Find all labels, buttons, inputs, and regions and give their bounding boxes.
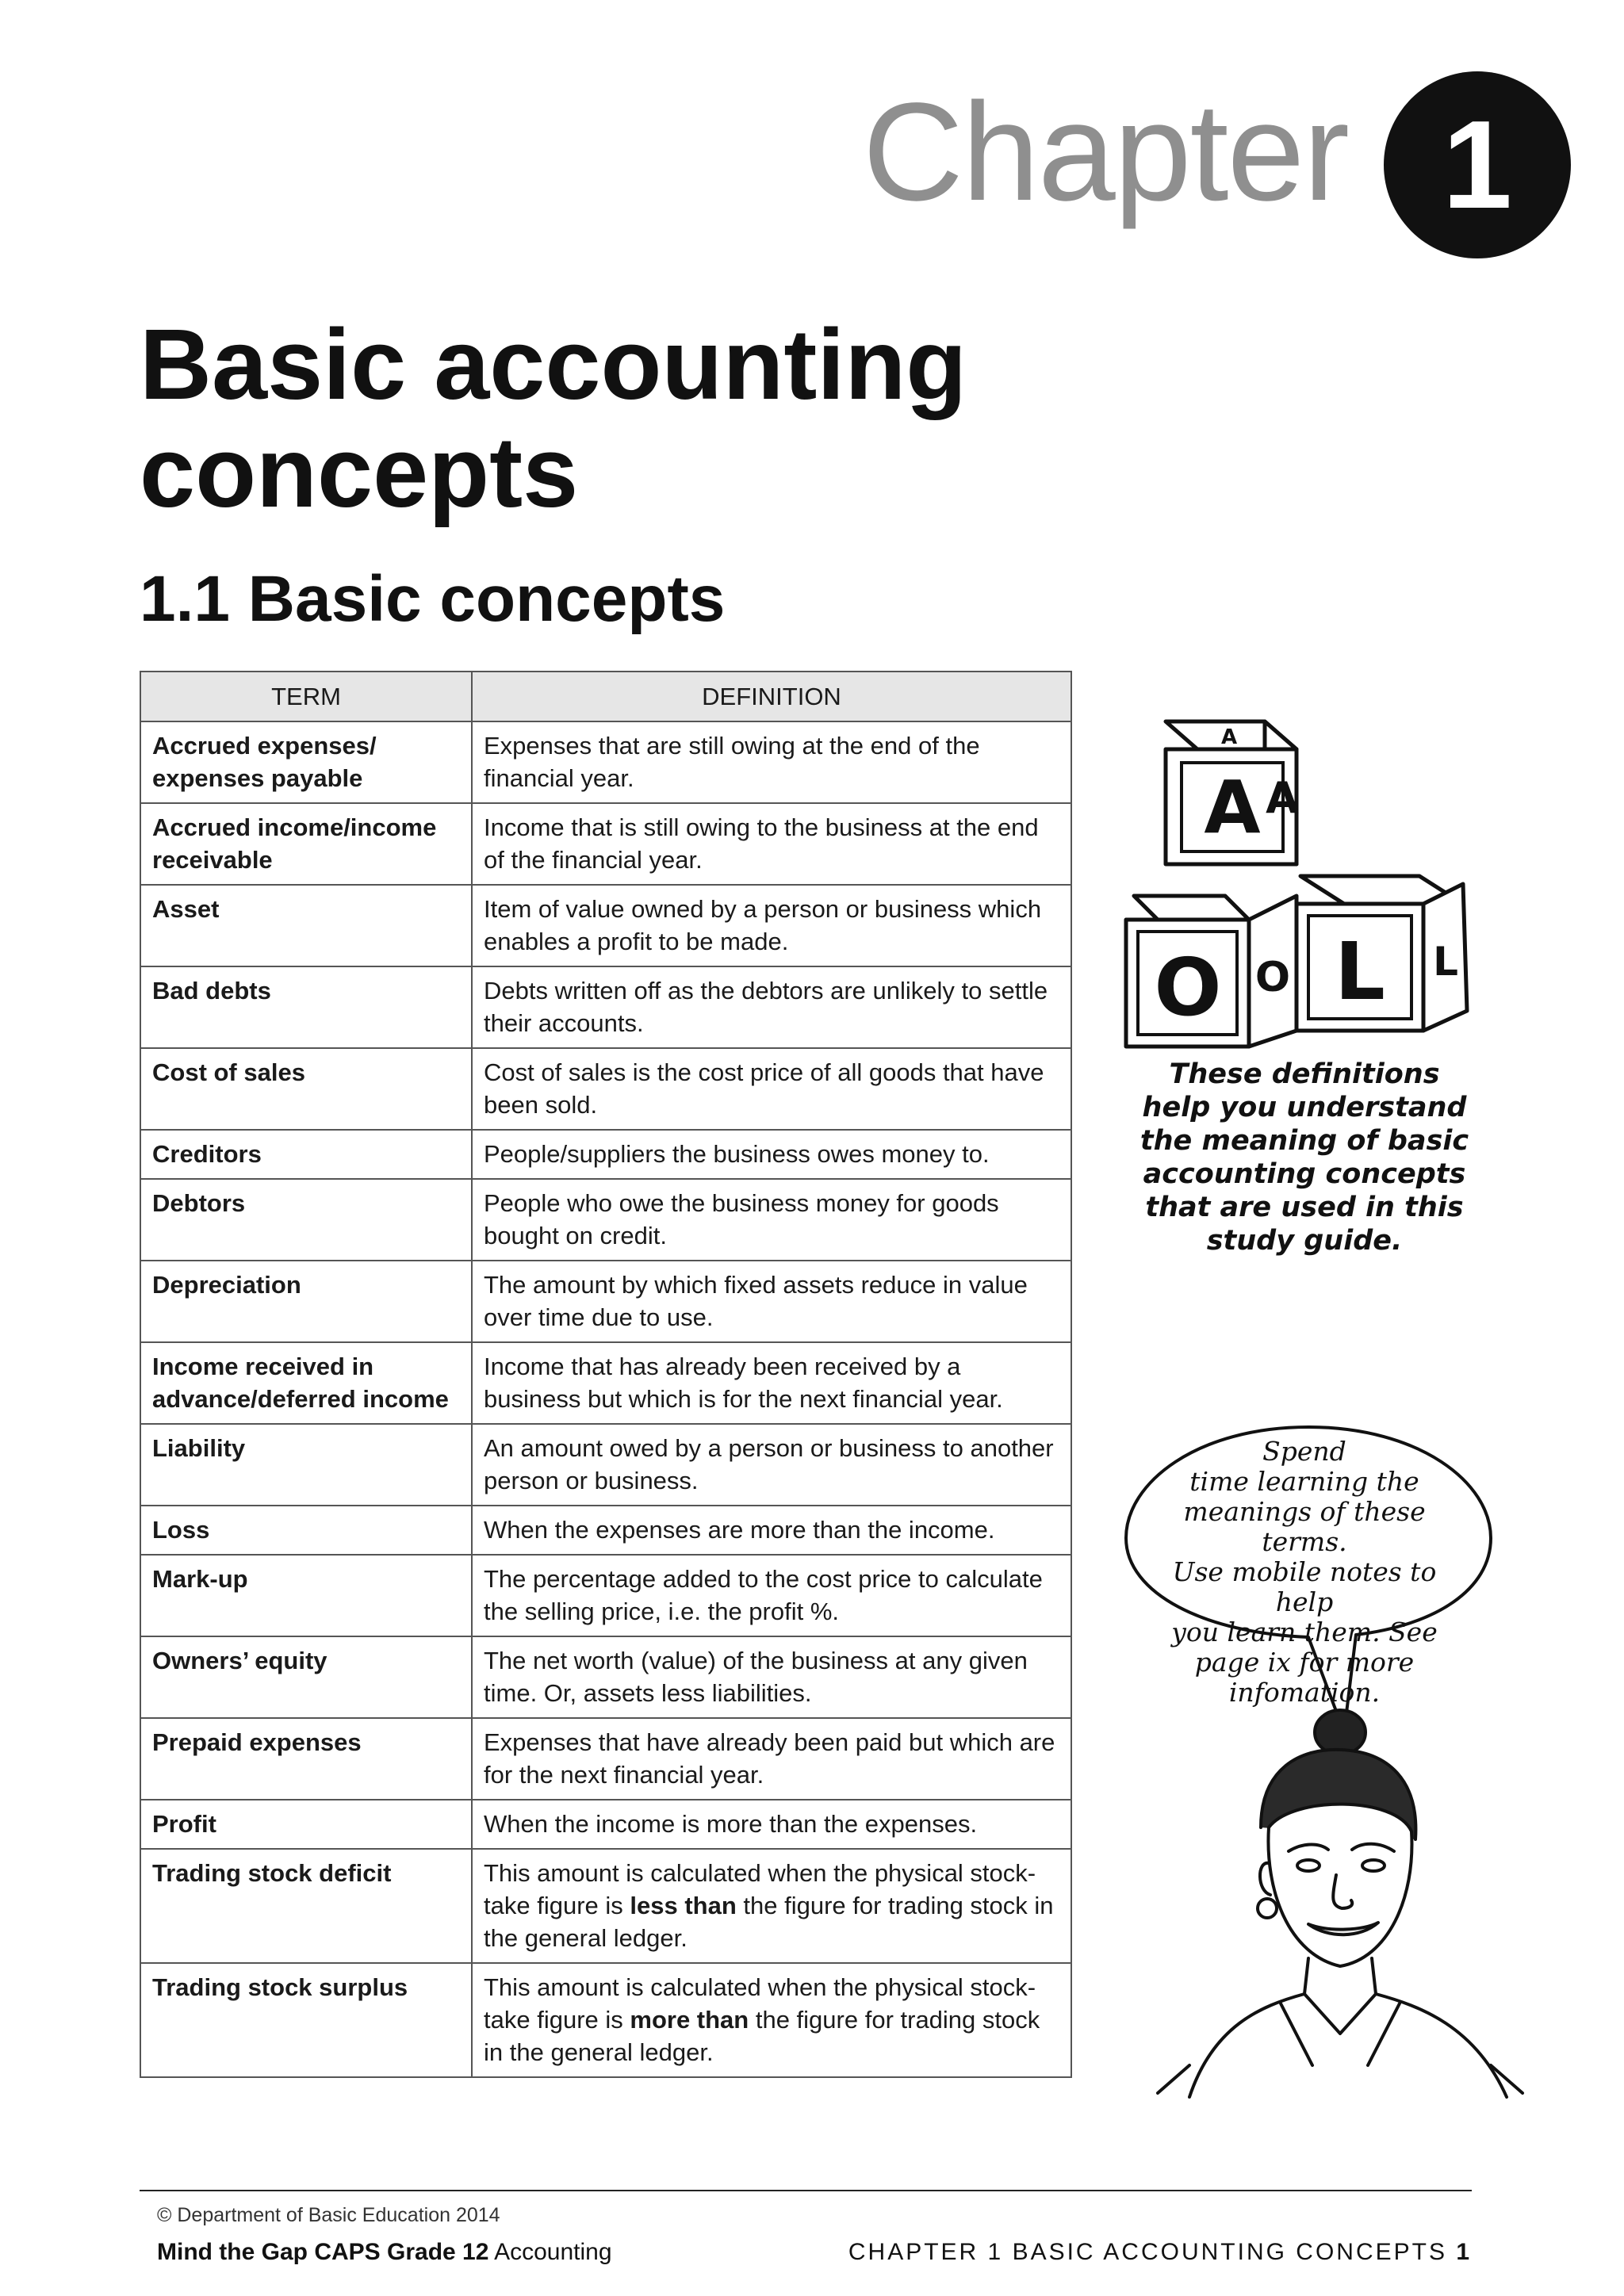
definition-cell (472, 803, 1071, 885)
definition-cell (472, 1506, 1071, 1555)
table-row (140, 1555, 1071, 1636)
chapter-number-badge: 1 (1384, 71, 1571, 258)
footer-series-subject: Accounting (494, 2239, 612, 2265)
footer-series-title (157, 2237, 612, 2267)
definition-cell (472, 1849, 1071, 1963)
definition-text: Expenses that have already been paid but which are for the next financial year. (484, 1728, 1055, 1789)
term-cell: Liability (140, 1424, 472, 1506)
term-cell: Trading stock surplus (140, 1963, 472, 2077)
term-cell: Asset (140, 885, 472, 966)
definition-text: the figure for trading stock in the general ledger. (484, 1892, 1054, 1952)
definition-emphasis: more than (630, 2006, 749, 2034)
definition-text: The percentage added to the cost price to calculate the selling price, i.e. the profit %. (484, 1565, 1043, 1625)
definition-text: This amount is calculated when the physical stock-take figure is (484, 1973, 1036, 2034)
blocks-caption: These definitions help you understand the meaning of basic accounting concepts that are used in this study guide. (1139, 1058, 1469, 1257)
definition-cell (472, 1130, 1071, 1179)
term-cell: Owners’ equity (140, 1636, 472, 1718)
speech-bubble-line: Spend (1262, 1436, 1346, 1467)
table-row (140, 1506, 1071, 1555)
term-cell: Cost of sales (140, 1048, 472, 1130)
section-title: 1.1 Basic concepts (140, 563, 726, 635)
footer-series-prefix: Mind the Gap CAPS Grade 12 (157, 2239, 489, 2265)
table-row (140, 1718, 1071, 1800)
definition-cell (472, 1261, 1071, 1342)
concepts-table (140, 671, 1072, 2078)
block-letter: A (1266, 773, 1299, 823)
block-letter: O (1254, 954, 1291, 1001)
definition-text: The amount by which fixed assets reduce in value over time due to use. (484, 1271, 1028, 1331)
table-row (140, 1849, 1071, 1963)
block-letter: L (1335, 925, 1385, 1018)
definition-cell (472, 885, 1071, 966)
term-cell: Prepaid expenses (140, 1718, 472, 1800)
block-letter: A (1204, 765, 1261, 850)
definition-text: the figure for trading stock in the general ledger. (484, 2006, 1040, 2066)
definition-cell (472, 1048, 1071, 1130)
definition-text: An amount owed by a person or business to another person or business. (484, 1434, 1054, 1494)
term-cell: Trading stock deficit (140, 1849, 472, 1963)
speech-bubble-line: page ix for more (1194, 1647, 1415, 1678)
page-number: 1 (1456, 2239, 1472, 2265)
speech-bubble-line: Use mobile notes to help (1172, 1556, 1437, 1617)
block-letter: A (1220, 725, 1238, 749)
definition-cell (472, 1718, 1071, 1800)
table-row (140, 1048, 1071, 1130)
table-row (140, 885, 1071, 966)
definition-cell (472, 1800, 1071, 1849)
term-cell: Income received in advance/deferred income (140, 1342, 472, 1424)
table-row (140, 1179, 1071, 1261)
table-row (140, 966, 1071, 1048)
definition-cell (472, 1424, 1071, 1506)
footer-chapter-label: CHAPTER 1 BASIC ACCOUNTING CONCEPTS (848, 2239, 1447, 2265)
term-cell: Loss (140, 1506, 472, 1555)
student-illustration (1142, 1693, 1530, 2105)
table-row (140, 1636, 1071, 1718)
block-letter: L (1433, 939, 1458, 985)
speech-bubble-line: infomation. (1228, 1677, 1381, 1708)
speech-bubble-line: you learn them. See (1171, 1617, 1438, 1647)
page-title: Basic accounting concepts (140, 308, 967, 528)
term-cell: Debtors (140, 1179, 472, 1261)
block-letter: O (1154, 941, 1222, 1034)
definition-text: Debts written off as the debtors are unlikely to settle their accounts. (484, 977, 1048, 1037)
definition-text: When the expenses are more than the income. (484, 1516, 995, 1544)
definition-text: Expenses that are still owing at the end of the financial year. (484, 732, 980, 792)
definition-cell (472, 1963, 1071, 2077)
definition-text: When the income is more than the expenses. (484, 1810, 978, 1838)
definition-column-header: DEFINITION (472, 672, 1071, 721)
table-row (140, 1963, 1071, 2077)
table-row (140, 1130, 1071, 1179)
footer-chapter-reference (848, 2237, 1472, 2267)
definition-cell (472, 1342, 1071, 1424)
table-header-row (140, 672, 1071, 721)
speech-bubble-text (1142, 1437, 1467, 1708)
table-row (140, 1342, 1071, 1424)
definition-emphasis: less than (630, 1892, 737, 1919)
definition-cell (472, 966, 1071, 1048)
definition-text: This amount is calculated when the physical stock-take figure is (484, 1859, 1036, 1919)
definition-text: The net worth (value) of the business at any given time. Or, assets less liabilities. (484, 1647, 1028, 1707)
term-cell: Accrued income/income receivable (140, 803, 472, 885)
speech-bubble-line: time learning the (1189, 1466, 1419, 1497)
definition-cell (472, 1179, 1071, 1261)
definition-text: Income that has already been received by a business but which is for the next financial year. (484, 1353, 1003, 1413)
definition-text: Item of value owned by a person or business which enables a profit to be made. (484, 895, 1042, 955)
definition-cell (472, 1555, 1071, 1636)
footer-copyright: © Department of Basic Education 2014 (157, 2204, 500, 2226)
table-row (140, 721, 1071, 803)
term-column-header: TERM (140, 672, 472, 721)
definition-text: People/suppliers the business owes money to. (484, 1140, 990, 1168)
table-row (140, 1261, 1071, 1342)
term-cell: Mark-up (140, 1555, 472, 1636)
definition-text: Cost of sales is the cost price of all goods that have been sold. (484, 1058, 1044, 1119)
term-cell: Profit (140, 1800, 472, 1849)
chapter-label: Chapter (862, 75, 1348, 230)
definition-text: Income that is still owing to the business at the end of the financial year. (484, 813, 1039, 874)
speech-bubble-line: meanings of these terms. (1183, 1496, 1426, 1557)
definition-cell (472, 721, 1071, 803)
alphabet-blocks-illustration (1114, 706, 1487, 1070)
table-row (140, 1800, 1071, 1849)
footer-divider (140, 2190, 1472, 2191)
term-cell: Creditors (140, 1130, 472, 1179)
table-row (140, 1424, 1071, 1506)
term-cell: Accrued expenses/ expenses payable (140, 721, 472, 803)
term-cell: Depreciation (140, 1261, 472, 1342)
term-cell: Bad debts (140, 966, 472, 1048)
table-row (140, 803, 1071, 885)
definition-cell (472, 1636, 1071, 1718)
table-body (140, 721, 1071, 2077)
definition-text: People who owe the business money for goods bought on credit. (484, 1189, 999, 1249)
